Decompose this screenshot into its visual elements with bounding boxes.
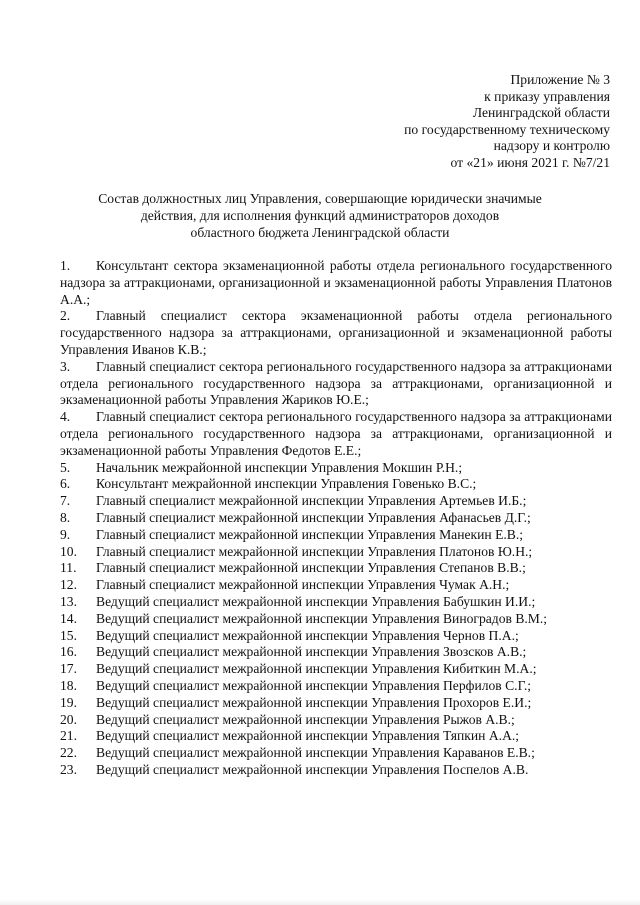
item-number: 21. [60, 728, 77, 744]
item-text: Начальник межрайонной инспекции Управления Мокшин Р.Н.; [96, 459, 463, 475]
title-line: областного бюджета Ленинградской области [190, 225, 450, 240]
list-item [60, 712, 612, 729]
list-item [60, 560, 612, 577]
item-text: Главный специалист межрайонной инспекции Управления Манекин Е.В.; [96, 526, 524, 542]
list-item [60, 745, 612, 762]
item-number: 16. [60, 644, 77, 660]
list-item [60, 510, 612, 527]
item-number: 5. [60, 459, 71, 475]
item-text: Главный специалист сектора регионального государственного надзора за аттракционами отдела регионального государственного надзора за аттракционами, организационной и экзаменационной работы Управления Федотов Е.Е.; [60, 409, 612, 458]
list-item [60, 628, 612, 645]
item-text: Главный специалист межрайонной инспекции Управления Артемьев И.Б.; [96, 493, 527, 509]
item-text: Ведущий специалист межрайонной инспекции Управления Чернов П.А.; [96, 627, 519, 643]
item-number: 12. [60, 577, 77, 593]
item-number: 18. [60, 677, 77, 693]
item-text: Ведущий специалист межрайонной инспекции Управления Поспелов А.В. [96, 761, 529, 777]
list-item [60, 527, 612, 544]
item-number: 23. [60, 761, 77, 777]
item-number: 4. [60, 409, 71, 425]
list-item [60, 644, 612, 661]
item-number: 20. [60, 711, 77, 727]
item-number: 7. [60, 493, 71, 509]
item-number: 17. [60, 661, 77, 677]
item-text: Главный специалист межрайонной инспекции Управления Афанасьев Д.Г.; [96, 509, 531, 525]
item-text: Главный специалист сектора экзаменационной работы отдела регионального государственного надзора за аттракционами, организационной и экзаменационной работы Управления Иванов К.В.; [60, 308, 612, 357]
item-text: Главный специалист сектора регионального государственного надзора за аттракционами отдела регионального государственного надзора за аттракционами, организационной и экзаменационной работы Управления Жариков Ю.Е.; [60, 358, 612, 408]
document-title [60, 190, 580, 241]
item-text: Главный специалист межрайонной инспекции Управления Чумак А.Н.; [96, 577, 510, 593]
item-number: 22. [60, 745, 77, 761]
item-number: 8. [60, 509, 71, 525]
header-line: Ленинградской области [472, 105, 610, 121]
list-item [60, 544, 612, 561]
item-number: 10. [60, 543, 77, 559]
item-text: Главный специалист межрайонной инспекции Управления Степанов В.В.; [96, 560, 526, 576]
officials-list [60, 258, 612, 779]
item-number: 2. [60, 308, 71, 324]
header-line: от «21» июня 2021 г. №7/21 [450, 154, 610, 170]
list-item [60, 577, 612, 594]
title-line: действия, для исполнения функций администраторов доходов [140, 208, 500, 223]
list-item [60, 308, 612, 358]
item-text: Ведущий специалист межрайонной инспекции Управления Кибиткин М.А.; [96, 661, 537, 677]
appendix-header [280, 72, 610, 172]
list-item [60, 493, 612, 510]
item-number: 14. [60, 610, 77, 626]
list-item [60, 762, 612, 779]
item-text: Ведущий специалист межрайонной инспекции Управления Тяпкин А.А.; [96, 728, 520, 744]
item-text: Ведущий специалист межрайонной инспекции Управления Рыжов А.В.; [96, 711, 515, 727]
title-line: Состав должностных лиц Управления, совершающие юридически значимые [98, 191, 542, 206]
item-number: 13. [60, 593, 77, 609]
list-item [60, 661, 612, 678]
item-number: 11. [60, 560, 77, 576]
item-text: Ведущий специалист межрайонной инспекции Управления Караванов Е.В.; [96, 745, 535, 761]
item-text: Ведущий специалист межрайонной инспекции Управления Бабушкин И.И.; [96, 593, 536, 609]
item-text: Ведущий специалист межрайонной инспекции Управления Звозсков А.В.; [96, 644, 527, 660]
header-line: Приложение № 3 [510, 72, 610, 87]
item-number: 1. [60, 258, 71, 273]
item-number: 15. [60, 627, 77, 643]
item-text: Консультант сектора экзаменационной работы отдела регионального государственного надзора за аттракционами, организационной и экзаменационной работы Управления Платонов А.А.; [60, 258, 612, 307]
item-text: Ведущий специалист межрайонной инспекции Управления Виноградов В.М.; [96, 610, 548, 626]
list-item [60, 258, 612, 308]
list-item [60, 611, 612, 628]
list-item [60, 460, 612, 477]
header-line: надзору и контролю [493, 138, 610, 154]
item-number: 3. [60, 358, 71, 374]
list-item [60, 409, 612, 459]
list-item [60, 594, 612, 611]
header-line: по государственному техническому [404, 121, 610, 137]
item-text: Главный специалист межрайонной инспекции Управления Платонов Ю.Н.; [96, 543, 533, 559]
item-number: 9. [60, 526, 71, 542]
list-item [60, 678, 612, 695]
list-item [60, 695, 612, 712]
item-number: 19. [60, 694, 77, 710]
scan-bottom-edge [0, 899, 640, 905]
list-item [60, 476, 612, 493]
list-item [60, 359, 612, 409]
list-item [60, 728, 612, 745]
item-text: Консультант межрайонной инспекции Управления Говенько В.С.; [96, 476, 477, 492]
header-line: к приказу управления [484, 88, 610, 104]
item-text: Ведущий специалист межрайонной инспекции Управления Прохоров Е.И.; [96, 694, 532, 710]
item-number: 6. [60, 476, 71, 492]
item-text: Ведущий специалист межрайонной инспекции Управления Перфилов С.Г.; [96, 677, 532, 693]
